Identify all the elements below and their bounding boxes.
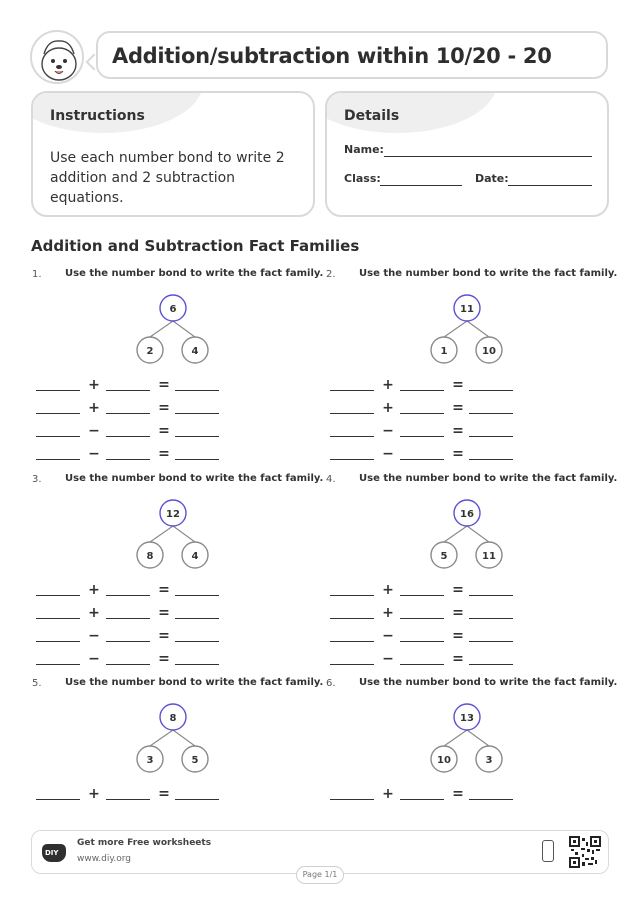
answer-blank[interactable]	[469, 436, 513, 437]
number-bond	[326, 677, 616, 787]
answer-blank[interactable]	[330, 413, 374, 414]
bond-part-b-value: 5	[191, 755, 199, 766]
equation-row	[36, 419, 236, 441]
answer-blank[interactable]	[400, 664, 444, 665]
answer-blank[interactable]	[330, 436, 374, 437]
answer-blank[interactable]	[36, 413, 80, 414]
footer-url-link[interactable]: www.diy.org	[77, 854, 131, 864]
minus-sign: −	[382, 651, 394, 667]
equals-sign: =	[158, 786, 170, 802]
problem-number: 3.	[32, 474, 42, 485]
bond-whole	[454, 295, 480, 321]
problem-prompt: Use the number bond to write the fact family.	[65, 473, 324, 484]
bond-part-b-value: 10	[482, 346, 496, 357]
plus-sign: +	[88, 582, 100, 598]
answer-blank[interactable]	[469, 459, 513, 460]
bond-part-b	[182, 337, 208, 363]
bond-part-b-value: 4	[191, 346, 199, 357]
bond-part-a-value: 3	[146, 755, 154, 766]
bond-whole	[454, 500, 480, 526]
equals-sign: =	[158, 400, 170, 416]
equals-sign: =	[452, 628, 464, 644]
equation-row	[330, 442, 530, 464]
equals-sign: =	[158, 582, 170, 598]
equation-row	[36, 647, 236, 669]
bond-whole	[160, 295, 186, 321]
problem-number: 4.	[326, 474, 336, 485]
bond-part-b-value: 3	[485, 755, 493, 766]
equation-row	[36, 601, 236, 623]
bond-whole	[160, 500, 186, 526]
answer-blank[interactable]	[400, 618, 444, 619]
equation-row	[330, 782, 530, 804]
answer-blank[interactable]	[175, 413, 219, 414]
problem-number: 5.	[32, 678, 42, 689]
answer-blank[interactable]	[330, 799, 374, 800]
equation-row	[36, 578, 236, 600]
answer-blank[interactable]	[175, 436, 219, 437]
plus-sign: +	[382, 605, 394, 621]
problem-prompt: Use the number bond to write the fact family.	[65, 268, 324, 279]
page-indicator: Page 1/1	[296, 866, 344, 884]
answer-blank[interactable]	[330, 459, 374, 460]
bond-part-b	[476, 746, 502, 772]
bond-part-b-value: 4	[191, 551, 199, 562]
bond-connector	[444, 526, 467, 542]
bond-connector	[150, 321, 173, 337]
equation-row	[36, 782, 236, 804]
bond-part-a-value: 8	[146, 551, 154, 562]
answer-blank[interactable]	[106, 664, 150, 665]
instructions-text: Use each number bond to write 2 addition and 2 subtraction equations.	[50, 150, 285, 206]
number-bond	[32, 473, 322, 583]
plus-sign: +	[88, 377, 100, 393]
plus-sign: +	[382, 377, 394, 393]
bond-whole	[454, 704, 480, 730]
title-bubble	[96, 31, 608, 79]
minus-sign: −	[382, 446, 394, 462]
minus-sign: −	[88, 628, 100, 644]
plus-sign: +	[382, 400, 394, 416]
problem-prompt: Use the number bond to write the fact family.	[65, 677, 324, 688]
bond-part-a	[431, 337, 457, 363]
problem-prompt: Use the number bond to write the fact family.	[359, 677, 618, 688]
bond-part-b	[476, 337, 502, 363]
footer-promo-text: Get more Free worksheets	[77, 838, 212, 848]
equation-row	[330, 396, 530, 418]
bond-part-b	[182, 746, 208, 772]
equation-row	[330, 419, 530, 441]
equals-sign: =	[452, 400, 464, 416]
problem-prompt: Use the number bond to write the fact family.	[359, 473, 618, 484]
answer-blank[interactable]	[106, 641, 150, 642]
answer-blank[interactable]	[400, 641, 444, 642]
mascot-icon	[32, 32, 84, 84]
date-field[interactable]	[508, 185, 592, 186]
answer-blank[interactable]	[175, 390, 219, 391]
bond-whole-value: 12	[166, 509, 180, 520]
bond-whole-value: 8	[169, 713, 177, 724]
answer-blank[interactable]	[36, 641, 80, 642]
answer-blank[interactable]	[175, 459, 219, 460]
problem-number: 1.	[32, 269, 42, 280]
bond-part-a	[137, 542, 163, 568]
answer-blank[interactable]	[469, 664, 513, 665]
plus-sign: +	[88, 400, 100, 416]
bond-connector	[173, 730, 195, 746]
answer-blank[interactable]	[106, 459, 150, 460]
bond-whole-value: 11	[460, 304, 474, 315]
bond-part-a-value: 5	[440, 551, 448, 562]
instructions-card	[31, 91, 315, 217]
mascot-avatar	[30, 30, 84, 84]
bond-part-a-value: 2	[146, 346, 154, 357]
diy-logo-icon	[42, 844, 66, 862]
answer-blank[interactable]	[36, 595, 80, 596]
answer-blank[interactable]	[106, 436, 150, 437]
bond-connector	[150, 730, 173, 746]
equation-row	[330, 601, 530, 623]
plus-sign: +	[88, 605, 100, 621]
plus-sign: +	[88, 786, 100, 802]
number-bond	[326, 473, 616, 583]
qr-code-icon	[569, 836, 601, 868]
answer-blank[interactable]	[106, 595, 150, 596]
answer-blank[interactable]	[469, 618, 513, 619]
answer-blank[interactable]	[175, 618, 219, 619]
answer-blank[interactable]	[36, 618, 80, 619]
answer-blank[interactable]	[175, 641, 219, 642]
answer-blank[interactable]	[106, 413, 150, 414]
bond-connector	[173, 526, 195, 542]
answer-blank[interactable]	[175, 799, 219, 800]
phone-icon	[542, 840, 554, 862]
bond-part-a	[137, 746, 163, 772]
equals-sign: =	[452, 605, 464, 621]
bond-part-b	[476, 542, 502, 568]
date-label: Date:	[475, 172, 509, 185]
number-bond	[32, 677, 322, 787]
equals-sign: =	[158, 651, 170, 667]
equals-sign: =	[452, 446, 464, 462]
answer-blank[interactable]	[330, 618, 374, 619]
number-bond	[32, 268, 322, 378]
answer-blank[interactable]	[400, 413, 444, 414]
problem-number: 2.	[326, 269, 336, 280]
bond-whole-value: 16	[460, 509, 474, 520]
answer-blank[interactable]	[469, 799, 513, 800]
minus-sign: −	[88, 651, 100, 667]
equals-sign: =	[158, 446, 170, 462]
answer-blank[interactable]	[330, 664, 374, 665]
equation-row	[36, 396, 236, 418]
equals-sign: =	[452, 377, 464, 393]
bond-connector	[467, 321, 489, 337]
plus-sign: +	[382, 786, 394, 802]
bond-whole-value: 13	[460, 713, 474, 724]
answer-blank[interactable]	[36, 459, 80, 460]
answer-blank[interactable]	[469, 390, 513, 391]
equals-sign: =	[158, 377, 170, 393]
equals-sign: =	[158, 423, 170, 439]
equation-row	[36, 624, 236, 646]
minus-sign: −	[382, 423, 394, 439]
equals-sign: =	[452, 651, 464, 667]
class-label: Class:	[344, 172, 381, 185]
equals-sign: =	[452, 582, 464, 598]
instructions-heading: Instructions	[50, 108, 145, 124]
name-field[interactable]	[384, 156, 592, 157]
answer-blank[interactable]	[175, 664, 219, 665]
bond-connector	[467, 526, 489, 542]
problem-3	[32, 473, 322, 673]
equation-row	[36, 442, 236, 464]
answer-blank[interactable]	[400, 390, 444, 391]
problem-2	[326, 268, 616, 468]
problem-4	[326, 473, 616, 673]
answer-blank[interactable]	[36, 390, 80, 391]
details-heading: Details	[344, 108, 400, 124]
equals-sign: =	[158, 605, 170, 621]
answer-blank[interactable]	[106, 618, 150, 619]
bond-connector	[467, 730, 489, 746]
answer-blank[interactable]	[36, 799, 80, 800]
bond-whole	[160, 704, 186, 730]
bond-part-a	[431, 746, 457, 772]
bond-part-b	[182, 542, 208, 568]
equation-row	[330, 578, 530, 600]
bond-connector	[444, 730, 467, 746]
problem-prompt: Use the number bond to write the fact family.	[359, 268, 618, 279]
answer-blank[interactable]	[36, 664, 80, 665]
minus-sign: −	[88, 446, 100, 462]
problem-1	[32, 268, 322, 468]
section-title: Addition and Subtraction Fact Families	[31, 237, 360, 255]
bond-part-a	[137, 337, 163, 363]
answer-blank[interactable]	[106, 799, 150, 800]
minus-sign: −	[382, 628, 394, 644]
answer-blank[interactable]	[400, 595, 444, 596]
problem-number: 6.	[326, 678, 336, 689]
answer-blank[interactable]	[36, 436, 80, 437]
page-title: Addition/subtraction within 10/20 - 20	[112, 44, 552, 68]
equation-row	[330, 647, 530, 669]
bond-part-b-value: 11	[482, 551, 496, 562]
name-label: Name:	[344, 143, 384, 156]
answer-blank[interactable]	[469, 413, 513, 414]
number-bond	[326, 268, 616, 378]
answer-blank[interactable]	[106, 390, 150, 391]
answer-blank[interactable]	[330, 595, 374, 596]
bond-whole-value: 6	[169, 304, 177, 315]
logo-text: DIY	[45, 849, 59, 857]
answer-blank[interactable]	[400, 459, 444, 460]
equals-sign: =	[452, 786, 464, 802]
answer-blank[interactable]	[330, 390, 374, 391]
answer-blank[interactable]	[400, 799, 444, 800]
equation-row	[330, 624, 530, 646]
equals-sign: =	[158, 628, 170, 644]
bond-connector	[150, 526, 173, 542]
answer-blank[interactable]	[469, 641, 513, 642]
answer-blank[interactable]	[469, 595, 513, 596]
class-field[interactable]	[380, 185, 462, 186]
answer-blank[interactable]	[400, 436, 444, 437]
details-card	[325, 91, 609, 217]
plus-sign: +	[382, 582, 394, 598]
answer-blank[interactable]	[175, 595, 219, 596]
bond-part-a-value: 10	[437, 755, 451, 766]
bond-part-a-value: 1	[440, 346, 448, 357]
bond-part-a	[431, 542, 457, 568]
bond-connector	[173, 321, 195, 337]
equation-row	[36, 373, 236, 395]
minus-sign: −	[88, 423, 100, 439]
answer-blank[interactable]	[330, 641, 374, 642]
equation-row	[330, 373, 530, 395]
equals-sign: =	[452, 423, 464, 439]
bond-connector	[444, 321, 467, 337]
